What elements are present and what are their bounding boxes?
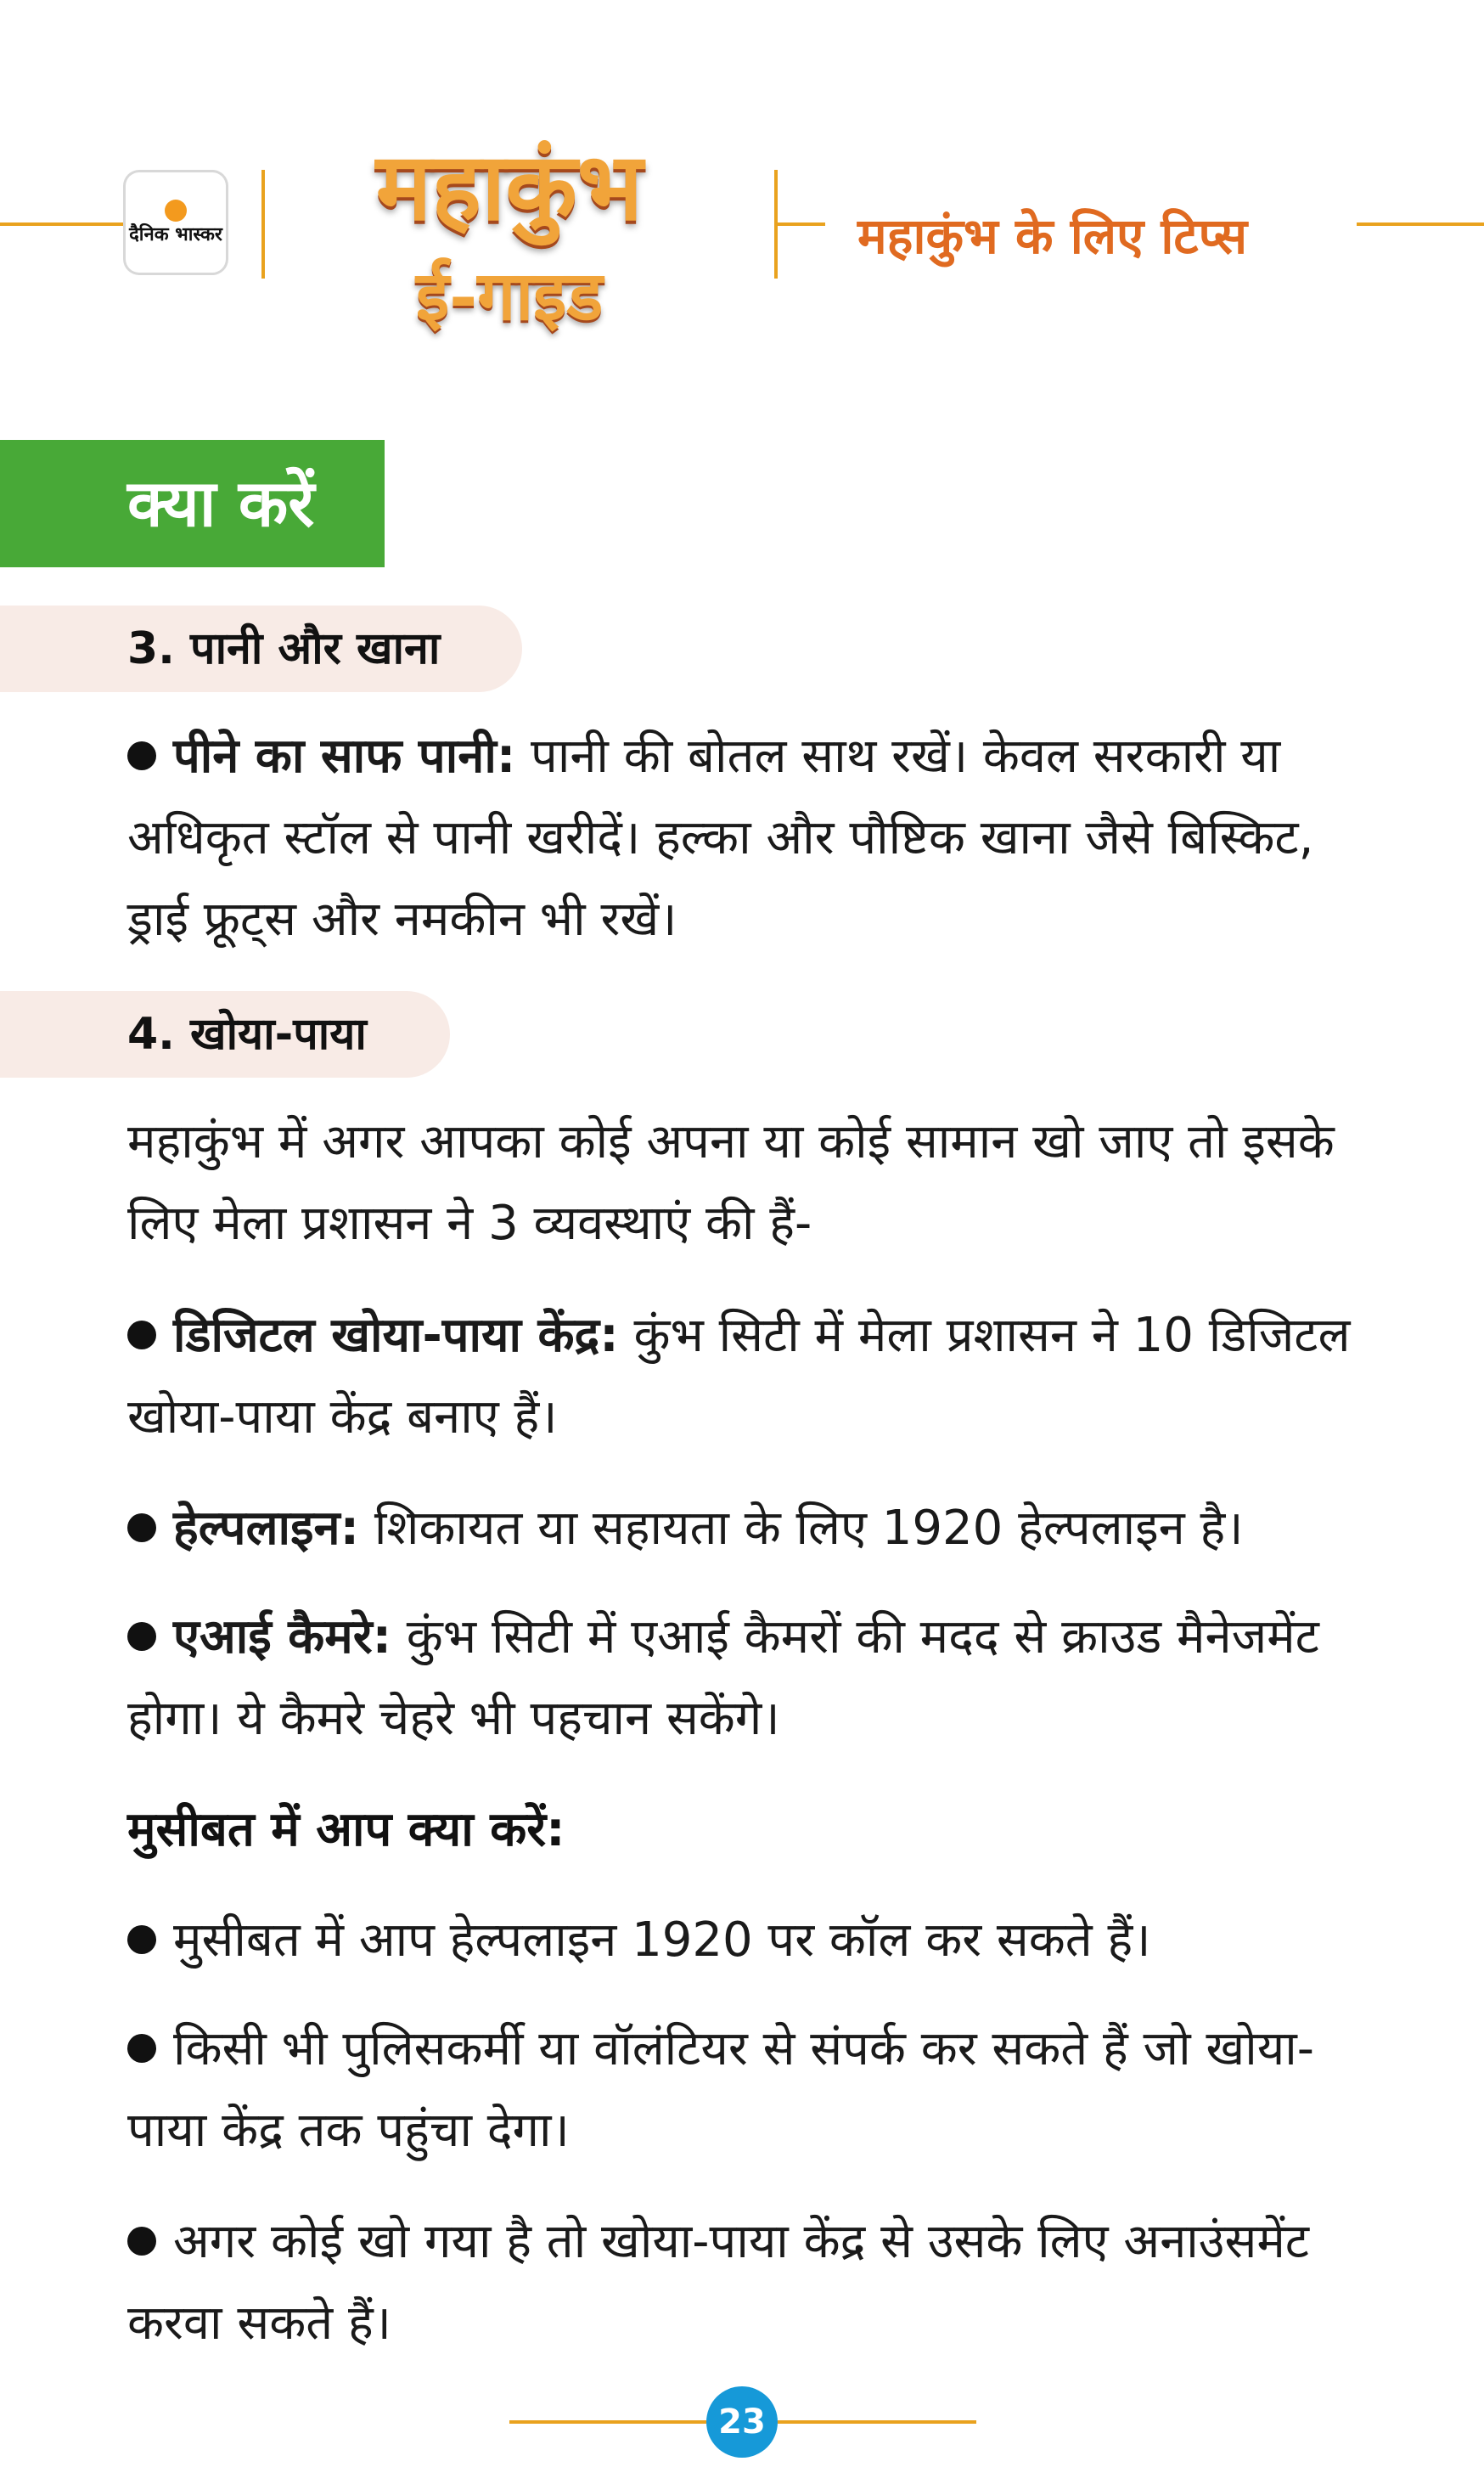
trouble-item-text: मुसीबत में आप हेल्पलाइन 1920 पर कॉल कर सकते हैं। <box>173 1912 1151 1968</box>
section-heading-lost-found: 4. खोया-पाया <box>0 991 450 1078</box>
paragraph-digital-centre <box>127 1295 1367 1458</box>
trouble-item-text: किसी भी पुलिसकर्मी या वॉलंटियर से संपर्क कर सकते हैं जो खोया-पाया केंद्र तक पहुंचा देगा। <box>127 2021 1314 2158</box>
header-rule-mid <box>774 222 825 226</box>
guide-title: महाकुंभ <box>375 132 644 241</box>
guide-subtitle: ई-गाइड <box>415 256 604 335</box>
paragraph-helpline <box>127 1488 1367 1569</box>
paragraph-drinking-water <box>127 716 1367 960</box>
text-digital-centre: कुंभ सिटी में मेला प्रशासन ने 10 डिजिटल खोया-पाया केंद्र बनाए हैं। <box>127 1308 1351 1445</box>
label-ai-cameras: एआई कैमरे: <box>173 1609 391 1664</box>
do-banner: क्या करें <box>0 440 385 567</box>
bullet-icon <box>127 741 156 770</box>
bullet-icon <box>127 2227 156 2256</box>
trouble-item-contact-police <box>127 2008 1367 2171</box>
section-title: महाकुंभ के लिए टिप्स <box>857 207 1248 265</box>
brand-logo <box>126 172 226 273</box>
bullet-icon <box>127 2034 156 2063</box>
trouble-heading: मुसीबत में आप क्या करें: <box>127 1802 565 1857</box>
text-drinking-water: पानी की बोतल साथ रखें। केवल सरकारी या अधिकृत स्टॉल से पानी खरीदें। हल्का और पौष्टिक खाना जैसे बिस्किट, ड्राई फ्रूट्स और नमकीन भी रखें। <box>127 729 1314 947</box>
brand-logo-text: दैनिक भास्कर <box>129 224 222 245</box>
paragraph-lost-found-intro: महाकुंभ में अगर आपका कोई अपना या कोई सामान खो जाए तो इसके लिए मेला प्रशासन ने 3 व्यवस्थाएं की हैं- <box>127 1114 1335 1251</box>
text-helpline: शिकायत या सहायता के लिए 1920 हेल्पलाइन है। <box>359 1501 1244 1556</box>
header-divider-left <box>261 170 265 279</box>
sun-icon <box>165 200 187 222</box>
bullet-icon <box>127 1925 156 1954</box>
label-drinking-water: पीने का साफ पानी: <box>173 729 516 784</box>
trouble-item-announcement <box>127 2201 1367 2364</box>
paragraph-ai-cameras <box>127 1597 1367 1760</box>
header-rule-right <box>1357 222 1484 226</box>
text-ai-cameras: कुंभ सिटी में एआई कैमरों की मदद से क्राउड मैनेजमेंट होगा। ये कैमरे चेहरे भी पहचान सकेंगे। <box>127 1609 1319 1746</box>
footer-rule-right <box>778 2420 976 2424</box>
footer-rule-left <box>509 2420 706 2424</box>
bullet-icon <box>127 1321 156 1349</box>
bullet-icon <box>127 1513 156 1542</box>
section-heading-water-food: 3. पानी और खाना <box>0 606 522 692</box>
page-number: 23 <box>706 2386 778 2458</box>
header-rule-left <box>0 222 126 226</box>
trouble-item-call-helpline <box>127 1900 1367 1981</box>
label-helpline: हेल्पलाइन: <box>173 1501 360 1556</box>
label-digital-centre: डिजिटल खोया-पाया केंद्र: <box>173 1308 619 1363</box>
trouble-item-text: अगर कोई खो गया है तो खोया-पाया केंद्र से उसके लिए अनाउंसमेंट करवा सकते हैं। <box>127 2214 1310 2351</box>
bullet-icon <box>127 1622 156 1651</box>
